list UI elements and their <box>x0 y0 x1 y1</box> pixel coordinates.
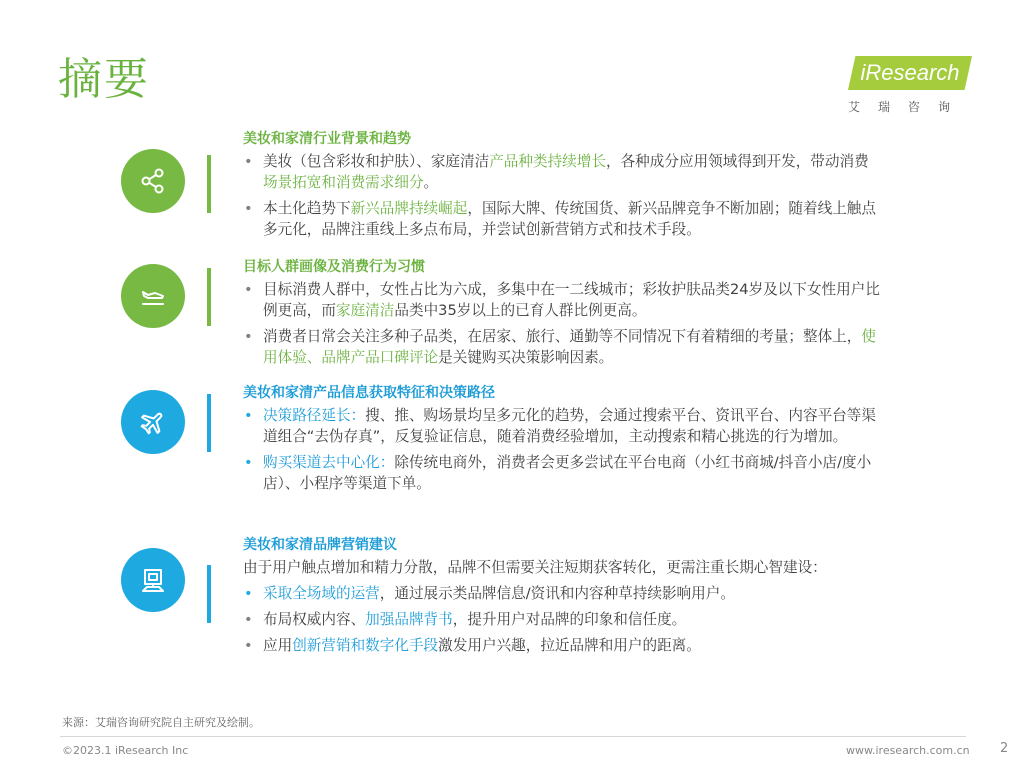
page-number: 2 <box>1000 741 1009 756</box>
list-item: • 美妆（包含彩妆和护肤）、家庭清洁产品种类持续增长，各种成分应用领域得到开发，带动消费场景拓宽和消费需求细分。 <box>243 151 883 193</box>
source-note: 来源：艾瑞咨询研究院自主研究及绘制。 <box>62 716 260 729</box>
section-heading: 目标人群画像及消费行为习惯 <box>243 259 425 275</box>
logo-cn: 艾瑞咨询 <box>848 100 969 114</box>
list-item: • 目标消费人群中，女性占比为六成，多集中在一二线城市；彩妆护肤品类24岁及以下女性用户比例更高，而家庭清洁品类中35岁以上的已育人群比例更高。 <box>243 279 883 321</box>
section-divider <box>207 394 211 452</box>
website-link[interactable]: www.iresearch.com.cn <box>846 744 970 757</box>
list-item: • 采取全场域的运营，通过展示类品牌信息/资讯和内容种草持续影响用户。 <box>243 583 883 604</box>
section-decision-path <box>243 384 883 499</box>
airplane-icon <box>121 390 185 454</box>
list-item: • 购买渠道去中心化：除传统电商外，消费者会更多尝试在平台电商（小红书商城/抖音小店/度小店）、小程序等渠道下单。 <box>243 452 883 494</box>
logo-brand: iResearch <box>860 60 960 85</box>
section-heading: 美妆和家清行业背景和趋势 <box>243 131 411 147</box>
page-title: 摘要 <box>58 54 150 105</box>
iresearch-logo <box>848 52 976 118</box>
copyright: ©2023.1 iResearch Inc <box>62 744 189 757</box>
share-icon <box>121 149 185 213</box>
section-marketing-advice <box>243 536 883 661</box>
section-heading: 美妆和家清品牌营销建议 <box>243 537 397 553</box>
airplane-landing-icon <box>121 264 185 328</box>
section-heading: 美妆和家清产品信息获取特征和决策路径 <box>243 385 495 401</box>
section-target-audience <box>243 258 883 373</box>
section-divider <box>207 268 211 326</box>
section-divider <box>207 565 211 623</box>
list-item: • 消费者日常会关注多种子品类，在居家、旅行、通勤等不同情况下有着精细的考量；整体上，使用体验、品牌产品口碑评论是关键购买决策影响因素。 <box>243 326 883 368</box>
billboard-icon <box>121 548 185 612</box>
list-item: • 应用创新营销和数字化手段激发用户兴趣，拉近品牌和用户的距离。 <box>243 635 883 656</box>
list-item: • 决策路径延长：搜、推、购场景均呈多元化的趋势，会通过搜索平台、资讯平台、内容平台等渠道组合“去伪存真”，反复验证信息，随着消费经验增加，主动搜索和精心挑选的行为增加。 <box>243 405 883 447</box>
section-intro: 由于用户触点增加和精力分散，品牌不但需要关注短期获客转化，更需注重长期心智建设： <box>243 559 827 576</box>
section-industry-trends <box>243 130 883 245</box>
section-divider <box>207 155 211 213</box>
list-item: • 布局权威内容、加强品牌背书，提升用户对品牌的印象和信任度。 <box>243 609 883 630</box>
footer-divider <box>60 736 966 737</box>
list-item: • 本土化趋势下新兴品牌持续崛起，国际大牌、传统国货、新兴品牌竞争不断加剧；随着线上触点多元化，品牌注重线上多点布局，并尝试创新营销方式和技术手段。 <box>243 198 883 240</box>
